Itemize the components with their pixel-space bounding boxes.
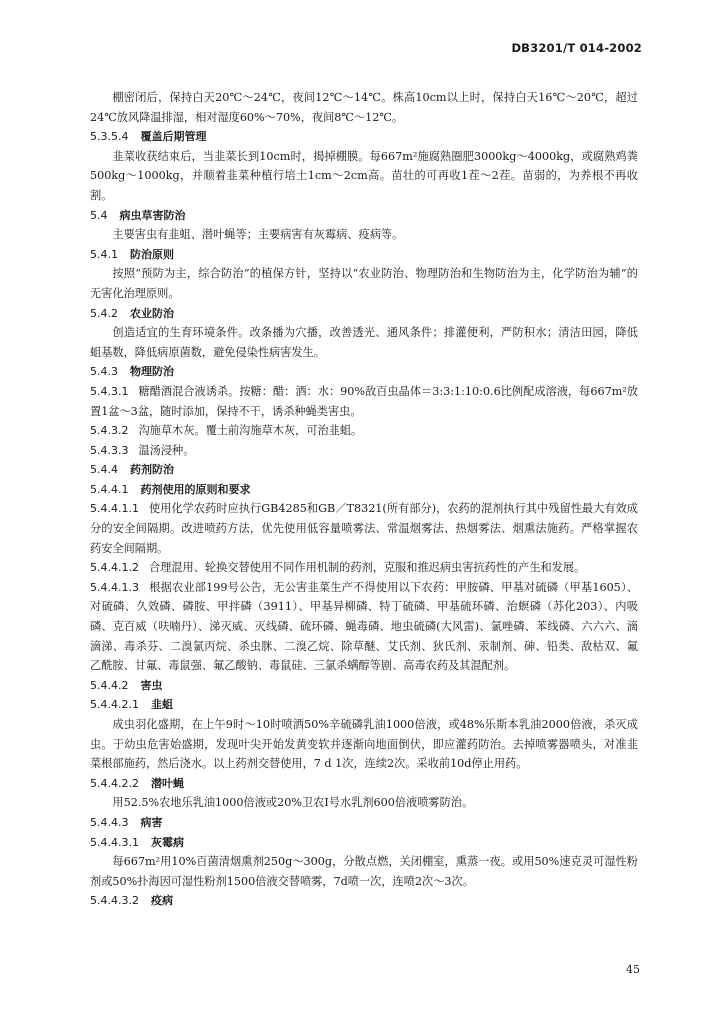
heading-5-4-4-2 bbox=[90, 676, 638, 696]
heading-5-4-4-2-1 bbox=[90, 695, 638, 715]
clause-5-4-4-1-1 bbox=[90, 499, 638, 558]
section-title: 覆盖后期管理 bbox=[140, 130, 207, 144]
heading-5-4 bbox=[90, 206, 638, 226]
heading-5-4-4-3-1 bbox=[90, 833, 638, 853]
section-number: 5.3.5.4 bbox=[90, 130, 129, 144]
section-number: 5.4.4.1 bbox=[90, 482, 129, 496]
heading-5-4-3 bbox=[90, 362, 638, 382]
heading-5-3-5-4 bbox=[90, 127, 638, 147]
clause-number: 5.4.3.1 bbox=[90, 384, 129, 398]
paragraph: 棚密闭后，保持白天20℃～24℃，夜间12℃～14℃。株高10cm以上时，保持白天16℃～20℃，超过24℃放风降温排湿，相对湿度60%～70%，夜间8℃～12℃。 bbox=[90, 91, 638, 124]
clause-number: 5.4.4.1.1 bbox=[90, 502, 139, 516]
section-title: 病害 bbox=[140, 815, 163, 829]
clause-number: 5.4.3.2 bbox=[90, 424, 129, 438]
paragraph: 每667m²用10%百菌清烟熏剂250g～300g，分散点燃，关闭棚室，熏蒸一夜。或用50%速克灵可湿性粉剂或50%扑海因可湿性粉剂1500倍液交替喷雾，7d喷一次，连喷2次～3次。 bbox=[90, 855, 638, 888]
heading-5-4-4 bbox=[90, 460, 638, 480]
section-number: 5.4.4.3.2 bbox=[90, 894, 139, 908]
heading-5-4-1 bbox=[90, 245, 638, 265]
clause-5-4-4-1-3 bbox=[90, 578, 638, 676]
section-number: 5.4.4 bbox=[90, 463, 118, 477]
section-title: 农业防治 bbox=[130, 306, 174, 320]
document-body bbox=[90, 88, 638, 911]
heading-5-4-2 bbox=[90, 304, 638, 324]
section-title: 灰霉病 bbox=[150, 835, 184, 849]
clause-number: 5.4.3.3 bbox=[90, 443, 129, 457]
section-number: 5.4.2 bbox=[90, 306, 118, 320]
paragraph: 创造适宜的生育环境条件。改条播为穴播，改善透光、通风条件；排灌便利，严防积水；清洁田园，降低蛆基数，降低病原菌数，避免侵染性病害发生。 bbox=[90, 326, 638, 359]
paragraph: 主要害虫有韭蛆、潜叶蝇等；主要病害有灰霉病、疫病等。 bbox=[112, 228, 404, 242]
clause-text: 沟施草木灰。覆土前沟施草木灰，可治韭蛆。 bbox=[138, 424, 363, 438]
standard-code: DB3201/T 014-2002 bbox=[511, 41, 642, 55]
section-title: 药剂使用的原则和要求 bbox=[140, 482, 251, 496]
heading-5-4-4-3-2 bbox=[90, 891, 638, 911]
paragraph: 韭菜收获结束后，当韭菜长到10cm时，揭掉棚膜。每667m²施腐熟圈肥3000kg～4000kg，或腐熟鸡粪500kg～1000kg，并顺着韭菜种植行培土1cm～2cm高。苗壮的可再收1茬～2茬。苗弱的，为养根不再收割。 bbox=[90, 149, 638, 202]
clause-number: 5.4.4.1.3 bbox=[90, 580, 139, 594]
section-number: 5.4.4.3.1 bbox=[90, 835, 139, 849]
heading-5-4-4-2-2 bbox=[90, 774, 638, 794]
heading-5-4-4-3 bbox=[90, 813, 638, 833]
section-number: 5.4.4.2 bbox=[90, 678, 129, 692]
clause-5-4-3-2 bbox=[90, 421, 638, 441]
clause-text: 使用化学农药时应执行GB4285和GB／T8321(所有部分)，农药的混剂执行其中残留性最大有效成分的安全间隔期。改进喷药方法，优先使用低容量喷雾法、常温烟雾法、热烟雾法、烟熏法施药。严格掌握农药安全间隔期。 bbox=[90, 502, 638, 555]
section-number: 5.4 bbox=[90, 208, 108, 222]
clause-text: 合理混用、轮换交替使用不同作用机制的药剂，克服和推迟病虫害抗药性的产生和发展。 bbox=[148, 561, 586, 575]
section-number: 5.4.4.3 bbox=[90, 815, 129, 829]
section-number: 5.4.3 bbox=[90, 365, 118, 379]
clause-text: 温汤浸种。 bbox=[138, 443, 195, 457]
section-title: 防治原则 bbox=[130, 247, 174, 261]
clause-number: 5.4.4.1.2 bbox=[90, 561, 139, 575]
section-title: 疫病 bbox=[150, 894, 173, 908]
clause-text: 糖醋酒混合液诱杀。按糖：醋：酒：水：90%敌百虫晶体＝3:3:1:10:0.6比例配成溶液，每667m²放置1盆～3盆，随时添加，保持不干，诱杀种蝇类害虫。 bbox=[90, 384, 638, 418]
section-number: 5.4.1 bbox=[90, 247, 118, 261]
paragraph: 成虫羽化盛期，在上午9时～10时喷洒50%辛硫磷乳油1000倍液，或48%乐斯本乳油2000倍液，杀灭成虫。于幼虫危害始盛期，发现叶尖开始发黄变软并逐渐向地面倒伏，即应灌药防治。去掉喷雾器喷头，对准韭菜根部施药，然后浇水。以上药剂交替使用，7 d 1次，连续2次。采收前10d停止用药。 bbox=[90, 718, 638, 771]
section-title: 潜叶蝇 bbox=[150, 776, 184, 790]
clause-5-4-3-1 bbox=[90, 382, 638, 421]
page-number: 45 bbox=[626, 963, 640, 976]
section-title: 药剂防治 bbox=[130, 463, 174, 477]
paragraph: 用52.5%农地乐乳油1000倍液或20%卫农Ⅰ号水乳剂600倍液喷雾防治。 bbox=[112, 796, 474, 810]
section-title: 物理防治 bbox=[130, 365, 174, 379]
section-number: 5.4.4.2.2 bbox=[90, 776, 139, 790]
section-title: 病虫草害防治 bbox=[119, 208, 186, 222]
clause-text: 根据农业部199号公告，无公害韭菜生产不得使用以下农药：甲胺磷、甲基对硫磷（甲基1605）、对硫磷、久效磷、磷胺、甲拌磷（3911）、甲基异柳磷、特丁硫磷、甲基硫环磷、治螟磷（苏化203）、内吸磷、克百威（呋喃丹）、涕灭威、灭线磷、硫环磷、蝇毒磷、地虫硫磷(大风雷)、氯唑磷、苯线磷、六六六、滴滴涕、毒杀芬、二溴氯丙烷、杀虫脒、二溴乙烷、除草醚、艾氏剂、狄氏剂、汞制剂、砷、铅类、敌枯双、氟乙酰胺、甘氟、毒鼠强、氟乙酸钠、毒鼠硅、三氯杀螨醇等剧、高毒农药及其混配剂。 bbox=[90, 580, 638, 673]
clause-5-4-4-1-2 bbox=[90, 558, 638, 578]
section-title: 韭蛆 bbox=[150, 698, 173, 712]
section-number: 5.4.4.2.1 bbox=[90, 698, 139, 712]
clause-5-4-3-3 bbox=[90, 441, 638, 461]
heading-5-4-4-1 bbox=[90, 480, 638, 500]
paragraph: 按照“预防为主，综合防治”的植保方针，坚持以“农业防治、物理防治和生物防治为主，化学防治为辅”的无害化治理原则。 bbox=[90, 267, 638, 300]
section-title: 害虫 bbox=[140, 678, 163, 692]
